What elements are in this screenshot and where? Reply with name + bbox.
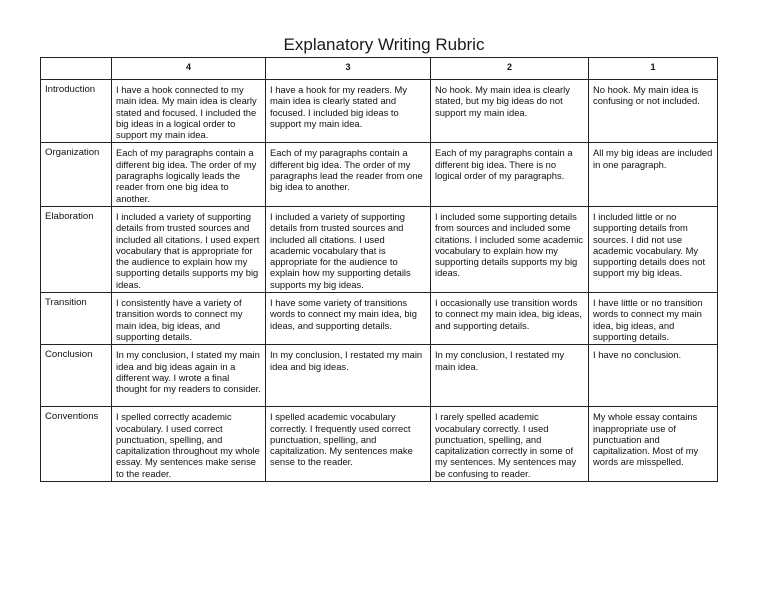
- header-criterion: [41, 58, 112, 80]
- table-row: [41, 293, 718, 345]
- rubric-cell: Each of my paragraphs contain a different big idea. The order of my paragraphs lead the reader from one big idea to another.: [266, 143, 431, 206]
- header-score-4: 4: [112, 58, 266, 80]
- rubric-cell: I included a variety of supporting details from trusted sources and included all citations. I used academic vocabulary that is appropriate for the audience to explain how my supporting details supports my big ideas.: [266, 206, 431, 292]
- rubric-cell: In my conclusion, I restated my main idea and big ideas.: [266, 345, 431, 407]
- criterion-transition: Transition: [41, 293, 112, 345]
- rubric-cell: I spelled correctly academic vocabulary. I used correct punctuation, spelling, and capitalization throughout my whole essay. My sentences make sense to the reader.: [112, 407, 266, 482]
- rubric-cell: Each of my paragraphs contain a different big idea. The order of my paragraphs logically leads the reader from one big idea to another.: [112, 143, 266, 206]
- table-row: [41, 143, 718, 206]
- rubric-cell: I have a hook connected to my main idea. My main idea is clearly stated and focused. I included the big ideas in a logical order to support my main idea.: [112, 80, 266, 143]
- rubric-cell: I have some variety of transitions words to connect my main idea, big ideas, and supporting details.: [266, 293, 431, 345]
- rubric-cell: No hook. My main idea is confusing or not included.: [589, 80, 718, 143]
- header-score-2: 2: [431, 58, 589, 80]
- rubric-cell: My whole essay contains inappropriate use of punctuation and capitalization. Most of my words are misspelled.: [589, 407, 718, 482]
- rubric-cell: No hook. My main idea is clearly stated, but my big ideas do not support my main idea.: [431, 80, 589, 143]
- rubric-cell: I consistently have a variety of transition words to connect my main idea, big ideas, and supporting details.: [112, 293, 266, 345]
- header-row: [41, 58, 718, 80]
- table-row: [41, 407, 718, 482]
- table-row: [41, 206, 718, 292]
- rubric-cell: I included a variety of supporting details from trusted sources and included all citations. I used expert vocabulary that is appropriate for the audience to explain how my supporting details supports my big ideas.: [112, 206, 266, 292]
- criterion-conventions: Conventions: [41, 407, 112, 482]
- rubric-cell: I occasionally use transition words to connect my main idea, big ideas, and supporting details.: [431, 293, 589, 345]
- rubric-cell: I included some supporting details from sources and included some citations. I included some academic vocabulary to explain how my supporting details supports my big ideas.: [431, 206, 589, 292]
- criterion-introduction: Introduction: [41, 80, 112, 143]
- criterion-organization: Organization: [41, 143, 112, 206]
- rubric-cell: In my conclusion, I stated my main idea and big ideas again in a different way. I wrote a final thought for my readers to consider.: [112, 345, 266, 407]
- criterion-elaboration: Elaboration: [41, 206, 112, 292]
- rubric-cell: I have no conclusion.: [589, 345, 718, 407]
- rubric-cell: I spelled academic vocabulary correctly. I frequently used correct punctuation, spelling, and capitalization. My sentences make sense to the reader.: [266, 407, 431, 482]
- rubric-cell: I included little or no supporting details from sources. I did not use academic vocabulary. My supporting details does not support my big ideas.: [589, 206, 718, 292]
- rubric-cell: In my conclusion, I restated my main idea.: [431, 345, 589, 407]
- rubric-table: [40, 57, 718, 482]
- header-score-1: 1: [589, 58, 718, 80]
- rubric-cell: I have little or no transition words to connect my main idea, big ideas, and supporting details.: [589, 293, 718, 345]
- criterion-conclusion: Conclusion: [41, 345, 112, 407]
- rubric-cell: All my big ideas are included in one paragraph.: [589, 143, 718, 206]
- rubric-cell: I rarely spelled academic vocabulary correctly. I used punctuation, spelling, and capitalization correctly in some of my sentences. My sentences may be confusing to reader.: [431, 407, 589, 482]
- header-score-3: 3: [266, 58, 431, 80]
- rubric-cell: Each of my paragraphs contain a different big idea. There is no logical order of my paragraphs.: [431, 143, 589, 206]
- rubric-cell: I have a hook for my readers. My main idea is clearly stated and focused. I included big ideas to support my main idea.: [266, 80, 431, 143]
- table-row: [41, 80, 718, 143]
- table-row: [41, 345, 718, 407]
- page-title: Explanatory Writing Rubric: [283, 35, 485, 54]
